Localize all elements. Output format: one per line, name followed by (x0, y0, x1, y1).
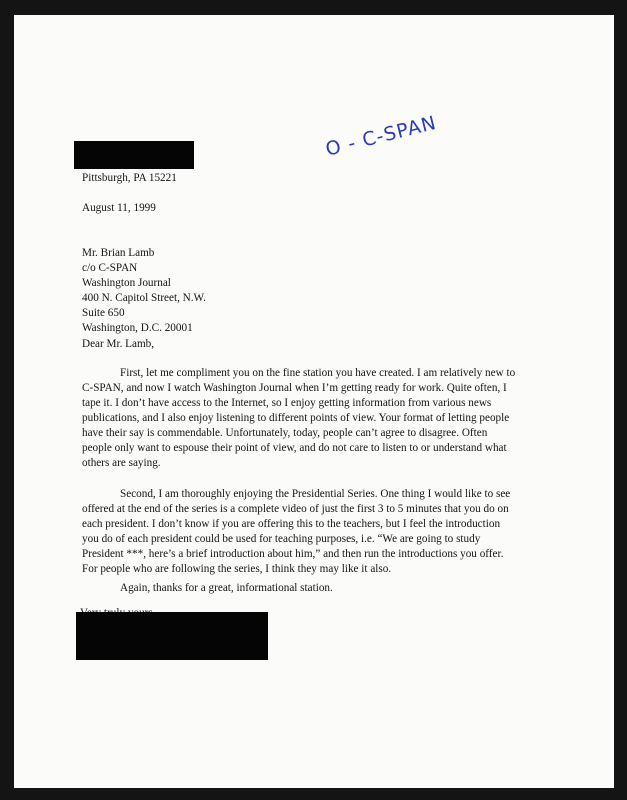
paragraph-line: C-SPAN, and now I watch Washington Journal when I’m getting ready for work. Quite often, I (82, 382, 507, 394)
paragraph-line: offered at the end of the series is a complete video of just the first 3 to 5 minutes that you do on (82, 503, 509, 515)
recipient-line: c/o C-SPAN (82, 262, 138, 274)
recipient-line: Suite 650 (82, 307, 125, 319)
recipient-line: Washington Journal (82, 277, 171, 289)
salutation: Dear Mr. Lamb, (82, 338, 155, 350)
paragraph-line: President ***, here’s a brief introduction about him,” and then run the introductions you offer. (82, 548, 504, 560)
paragraph-line: For people who are following the series, I think they may like it also. (82, 563, 392, 575)
sender-city-line: Pittsburgh, PA 15221 (82, 172, 177, 184)
paragraph-presidential-series (82, 487, 592, 577)
letter-date: August 11, 1999 (82, 202, 156, 214)
recipient-line: Washington, D.C. 20001 (82, 322, 193, 334)
paragraph-line: people only want to espouse their point of view, and do not care to listen to or understand what (82, 442, 507, 454)
paragraph-line: have their say is commendable. Unfortunately, today, people can’t agree to disagree. Often (82, 427, 488, 439)
paragraph-compliment (82, 366, 592, 471)
letter-page (14, 15, 614, 788)
paragraph-line: each president. I don’t know if you are offering this to the teachers, but I feel the introduction (82, 518, 501, 530)
paragraph-line: Second, I am thoroughly enjoying the Presidential Series. One thing I would like to see (120, 488, 511, 500)
paragraph-line: publications, and I also enjoy listening to different points of view. Your format of letting people (82, 412, 510, 424)
redacted-signature (76, 612, 268, 660)
paragraph-line: you do of each president could be used for teaching purposes, i.e. “We are going to study (82, 533, 481, 545)
recipient-line: Mr. Brian Lamb (82, 247, 155, 259)
recipient-address (82, 246, 592, 336)
paragraph-line: First, let me compliment you on the fine station you have created. I am relatively new to (120, 367, 516, 379)
paragraph-line: others are saying. (82, 457, 161, 469)
paragraph-line: tape it. I don’t have access to the Internet, so I enjoy getting information from various news (82, 397, 492, 409)
closing-thanks: Again, thanks for a great, informational station. (120, 582, 333, 594)
recipient-line: 400 N. Capitol Street, N.W. (82, 292, 206, 304)
redacted-sender-name (74, 141, 194, 169)
handwritten-annotation: O - C-SPAN (323, 111, 439, 161)
